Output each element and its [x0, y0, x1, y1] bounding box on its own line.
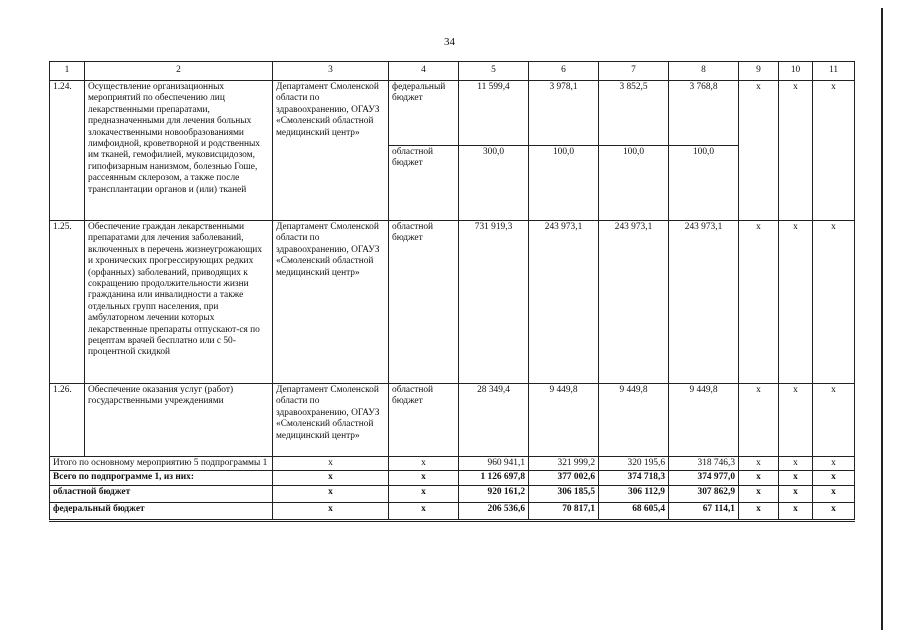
col10-value: x	[779, 81, 813, 221]
col10-value: x	[779, 457, 813, 471]
col9-value: x	[739, 384, 779, 457]
year1-value: 100,0	[529, 146, 599, 221]
row-number: 1.24.	[50, 81, 85, 221]
col3-value: x	[273, 502, 389, 520]
year3-value: 67 114,1	[669, 502, 739, 520]
col11-value: x	[813, 502, 855, 520]
row-number: 1.26.	[50, 384, 85, 457]
funding-source: областной бюджет	[389, 221, 459, 384]
year1-value: 243 973,1	[529, 221, 599, 384]
col3-value: x	[273, 457, 389, 471]
total-value: 300,0	[459, 146, 529, 221]
col11-value: x	[813, 384, 855, 457]
col10-value: x	[779, 221, 813, 384]
col-header: 7	[599, 62, 669, 81]
funding-source: областной бюджет	[389, 384, 459, 457]
table-row	[50, 384, 855, 457]
year3-value: 3 768,8	[669, 81, 739, 146]
col9-value: x	[739, 485, 779, 502]
year3-value: 307 862,9	[669, 485, 739, 502]
totals-row	[50, 502, 855, 520]
totals-label: Всего по подпрограмме 1, из них:	[50, 471, 273, 485]
col-header: 10	[779, 62, 813, 81]
year3-value: 100,0	[669, 146, 739, 221]
col3-value: x	[273, 471, 389, 485]
col4-value: x	[389, 502, 459, 520]
year2-value: 374 718,3	[599, 471, 669, 485]
col11-value: x	[813, 485, 855, 502]
totals-row	[50, 457, 855, 471]
total-value: 206 536,6	[459, 502, 529, 520]
col4-value: x	[389, 471, 459, 485]
col10-value: x	[779, 471, 813, 485]
col9-value: x	[739, 457, 779, 471]
col9-value: x	[739, 471, 779, 485]
total-value: 731 919,3	[459, 221, 529, 384]
total-value: 28 349,4	[459, 384, 529, 457]
year1-value: 377 002,6	[529, 471, 599, 485]
totals-label: федеральный бюджет	[50, 502, 273, 520]
year2-value: 68 605,4	[599, 502, 669, 520]
activity-name: Обеспечение оказания услуг (работ) государственными учреждениями	[85, 384, 273, 457]
year3-value: 243 973,1	[669, 221, 739, 384]
col10-value: x	[779, 502, 813, 520]
page-number: 34	[444, 36, 455, 48]
total-value: 1 126 697,8	[459, 471, 529, 485]
col4-value: x	[389, 457, 459, 471]
funding-source: областной бюджет	[389, 146, 459, 221]
col-header: 6	[529, 62, 599, 81]
col-header: 4	[389, 62, 459, 81]
table-row	[50, 221, 855, 384]
funding-source: федеральный бюджет	[389, 81, 459, 146]
executor: Департамент Смоленской области по здравоохранению, ОГАУЗ «Смоленский областной медицинский центр»	[273, 81, 389, 221]
year1-value: 9 449,8	[529, 384, 599, 457]
totals-row	[50, 485, 855, 502]
totals-row	[50, 471, 855, 485]
col11-value: x	[813, 457, 855, 471]
totals-label: Итого по основному мероприятию 5 подпрограммы 1	[50, 457, 273, 471]
col9-value: x	[739, 81, 779, 221]
year2-value: 100,0	[599, 146, 669, 221]
year3-value: 374 977,0	[669, 471, 739, 485]
col-header: 2	[85, 62, 273, 81]
year1-value: 3 978,1	[529, 81, 599, 146]
year3-value: 318 746,3	[669, 457, 739, 471]
total-value: 11 599,4	[459, 81, 529, 146]
year2-value: 306 112,9	[599, 485, 669, 502]
table-row	[50, 81, 855, 146]
executor: Департамент Смоленской области по здравоохранению, ОГАУЗ «Смоленский областной медицинский центр»	[273, 384, 389, 457]
col-header: 9	[739, 62, 779, 81]
col10-value: x	[779, 384, 813, 457]
col11-value: x	[813, 471, 855, 485]
row-number: 1.25.	[50, 221, 85, 384]
col10-value: x	[779, 485, 813, 502]
year2-value: 9 449,8	[599, 384, 669, 457]
totals-label: областной бюджет	[50, 485, 273, 502]
col11-value: x	[813, 81, 855, 221]
col-header: 5	[459, 62, 529, 81]
year2-value: 243 973,1	[599, 221, 669, 384]
year1-value: 306 185,5	[529, 485, 599, 502]
col-header: 8	[669, 62, 739, 81]
year2-value: 320 195,6	[599, 457, 669, 471]
year1-value: 321 999,2	[529, 457, 599, 471]
page-edge-line	[881, 8, 883, 630]
header-row	[50, 62, 855, 81]
activity-name: Обеспечение граждан лекарственными препаратами для лечения заболеваний, включенных в перечень жизнеугрожающих и хронических прогрессирующих редких (орфанных) заболеваний, приводящих к сокращению продолжительности жизни гражданина или инвалидности а также отдельных групп населения, при амбулаторном лечении которых лекарственные препараты отпускают-ся по рецептам врачей бесплатно или с 50-процентной скидкой	[85, 221, 273, 384]
year1-value: 70 817,1	[529, 502, 599, 520]
col9-value: x	[739, 502, 779, 520]
col4-value: x	[389, 485, 459, 502]
program-table	[49, 61, 855, 522]
year3-value: 9 449,8	[669, 384, 739, 457]
total-value: 960 941,1	[459, 457, 529, 471]
activity-name: Осуществление организационных мероприятий по обеспечению лиц лекарственными препаратами, предназначенными для лечения больных злокачественными новообразованиями лимфоидной, кроветворной и родственных им тканей, гемофилией, муковисцидозом, гипофизарным нанизмом, болезнью Гоше, рассеянным склерозом, а также после трансплантации органов и (или) тканей	[85, 81, 273, 221]
total-value: 920 161,2	[459, 485, 529, 502]
col11-value: x	[813, 221, 855, 384]
year2-value: 3 852,5	[599, 81, 669, 146]
col-header: 3	[273, 62, 389, 81]
col-header: 1	[50, 62, 85, 81]
col9-value: x	[739, 221, 779, 384]
col3-value: x	[273, 485, 389, 502]
col-header: 11	[813, 62, 855, 81]
executor: Департамент Смоленской области по здравоохранению, ОГАУЗ «Смоленский областной медицинский центр»	[273, 221, 389, 384]
